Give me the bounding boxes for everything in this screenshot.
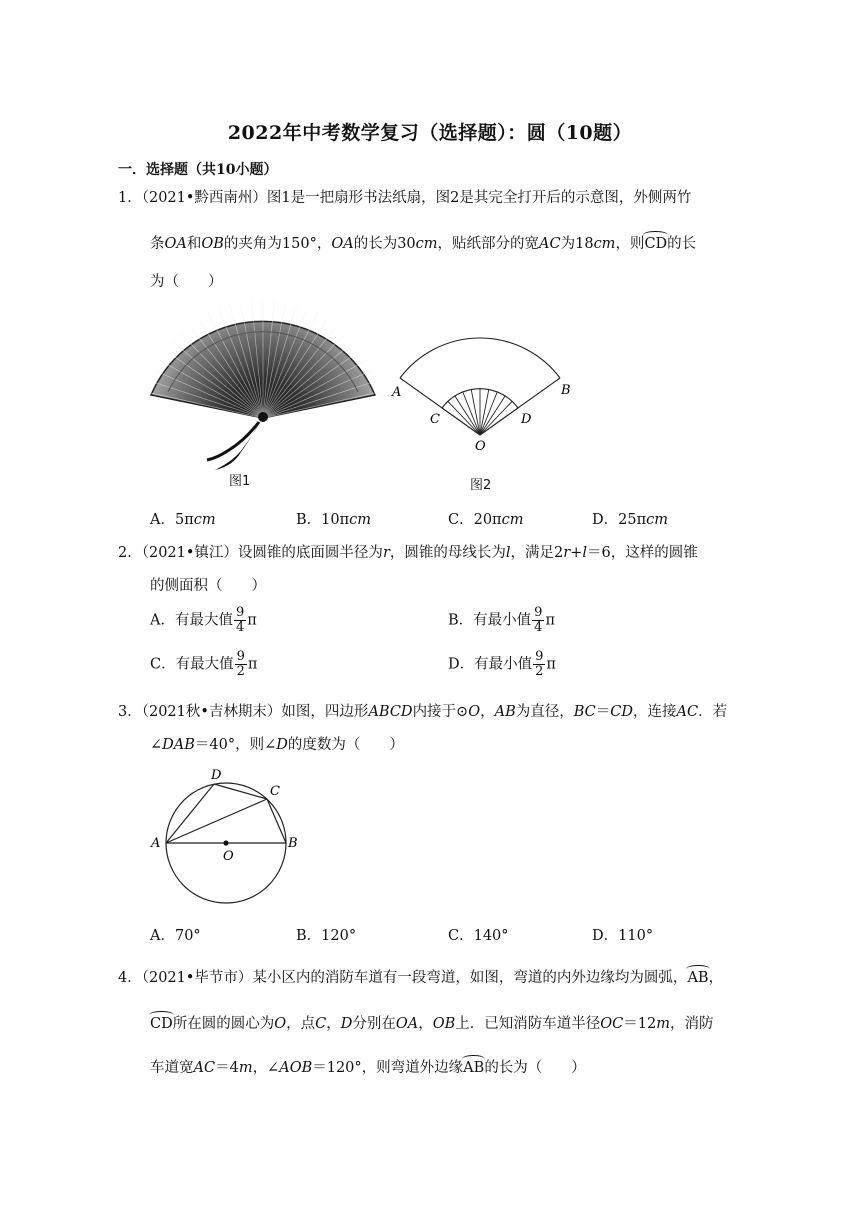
q4-line-1: 4．（2021•毕节市）某小区内的消防车道有一段弯道，如图，弯道的内外边缘均为圆弧，AB， — [118, 970, 724, 986]
q1-option-c: C．20πcm — [448, 512, 524, 528]
q1-line-3: 为（ ） — [150, 274, 223, 290]
page-title: 2022年中考数学复习（选择题）：圆（10题） — [227, 122, 633, 144]
q3-option-c: C．140° — [448, 928, 509, 944]
q3-label-b: B — [288, 836, 298, 851]
fan-diagram-figure — [390, 320, 580, 460]
fig2-label-b: B — [561, 383, 571, 398]
circle-quadrilateral-figure — [148, 762, 308, 912]
q3-option-b: B．120° — [296, 928, 357, 944]
q2-option-b: B．有最小值 $\frac{9}{4}$ π — [448, 605, 555, 635]
q4-line-3: 车道宽AC＝4m，∠AOB＝120°，则弯道外边缘AB的长为（ ） — [150, 1060, 586, 1076]
q2-line-1: 2．（2021•镇江）设圆锥的底面圆半径为r，圆锥的母线长为l，满足2r+l＝6，这样的圆锥 — [118, 545, 698, 561]
q2-option-d: D．有最小值 $\frac{9}{2}$ π — [448, 649, 556, 679]
arc-cd: CD — [644, 236, 668, 252]
q2-line-2: 的侧面积（ ） — [150, 578, 266, 594]
q3-label-a: A — [151, 836, 161, 851]
q4-line-2: CD所在圆的圆心为O，点C，D分别在OA，OB上．已知消防车道半径OC＝12m，消防 — [150, 1016, 714, 1032]
fig2-caption: 图2 — [470, 478, 492, 493]
fig2-label-a: A — [392, 385, 402, 400]
q3-line-2: ∠DAB＝40°，则∠D的度数为（ ） — [150, 737, 404, 753]
fig2-label-d: D — [521, 412, 532, 427]
q1-line-2: 条OA和OB的夹角为150°，OA的长为30cm，贴纸部分的宽AC为18cm，则CD的长 — [150, 236, 697, 252]
arc-ab-q4: AB — [463, 1060, 485, 1076]
section-heading: 一．选择题（共10小题） — [118, 162, 278, 178]
fig2-label-c: C — [430, 412, 440, 427]
fig2-label-o: O — [475, 439, 486, 454]
q2-option-c: C．有最大值 $\frac{9}{2}$ π — [150, 649, 258, 679]
q3-label-o: O — [223, 849, 234, 864]
q1-option-d: D．25πcm — [592, 512, 668, 528]
q3-option-d: D．110° — [592, 928, 654, 944]
q1-option-a: A．5πcm — [150, 512, 216, 528]
q3-option-a: A．70° — [150, 928, 201, 944]
arc-cd-q4: CD — [150, 1016, 173, 1032]
fig1-caption: 图1 — [229, 474, 251, 489]
q1-option-b: B．10πcm — [296, 512, 372, 528]
fan-photo-figure — [143, 300, 383, 478]
arc-ab: AB — [687, 970, 709, 986]
q3-label-d: D — [211, 768, 222, 783]
q3-line-1: 3．（2021秋•吉林期末）如图，四边形ABCD内接于⊙O，AB为直径，BC＝CD，连接AC．若 — [118, 704, 728, 720]
q3-label-c: C — [270, 784, 280, 799]
q1-line-1: 1．（2021•黔西南州）图1是一把扇形书法纸扇，图2是其完全打开后的示意图，外侧两竹 — [118, 190, 692, 206]
q2-option-a: A．有最大值 $\frac{9}{4}$ π — [150, 605, 257, 635]
